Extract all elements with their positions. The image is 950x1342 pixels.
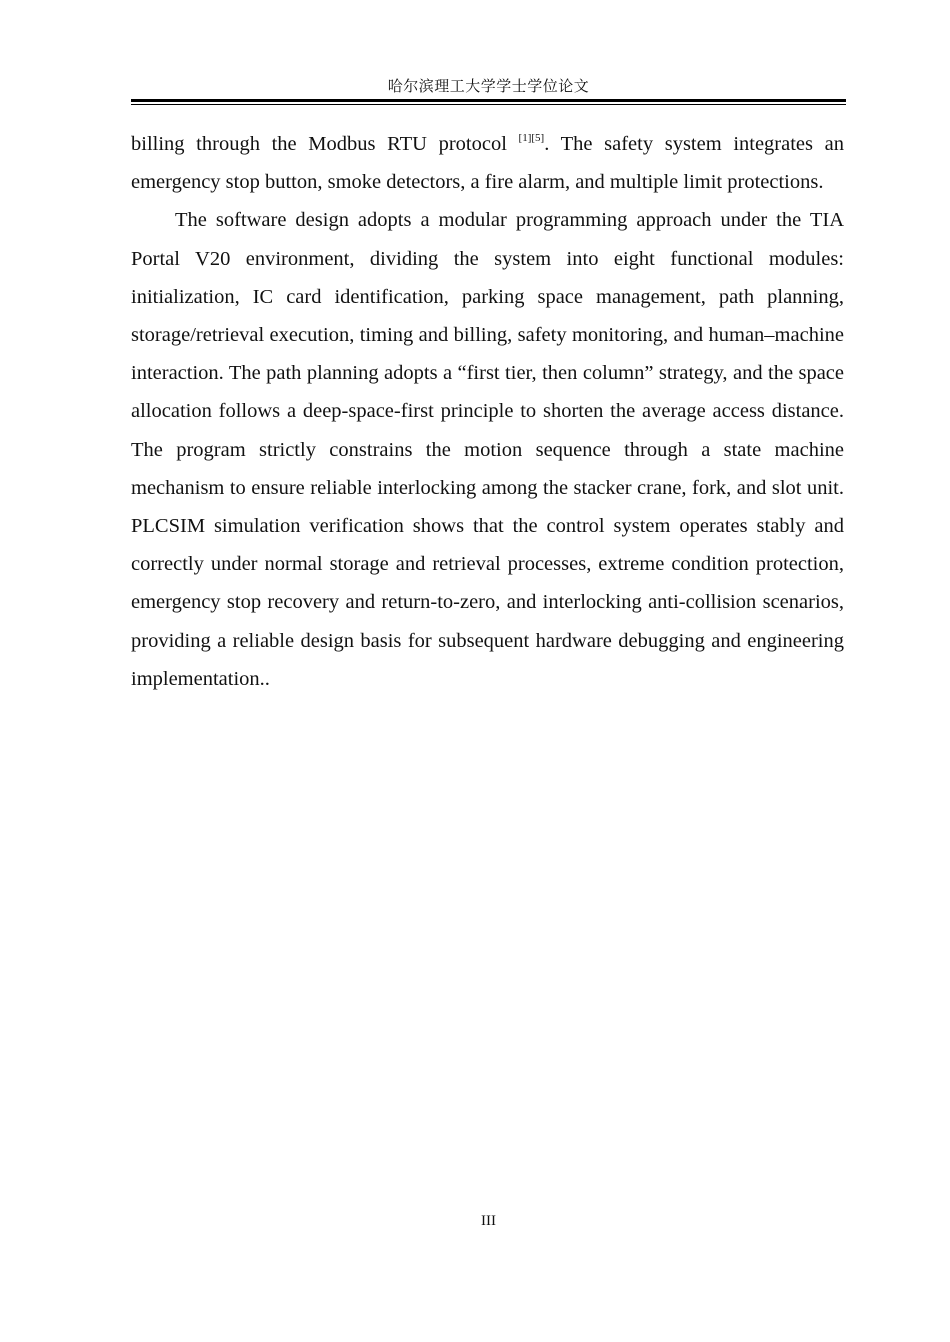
page-number: III (481, 1213, 496, 1229)
header-rule-thin (131, 104, 846, 105)
document-body (131, 125, 844, 698)
page-header-title: 哈尔滨理工大学学士学位论文 (387, 79, 590, 95)
paragraph-software-design: The software design adopts a modular programming approach under the TIA Portal V20 environment, dividing the system into eight functional modules: initialization, IC card identification, parking space management, path planning, storage/retrieval execution, timing and billing, safety monitoring, and human–machine interaction. The path planning adopts a “first tier, then column” strategy, and the space allocation follows a deep-space-first principle to shorten the average access distance. The program strictly constrains the motion sequence through a state machine mechanism to ensure reliable interlocking among the stacker crane, fork, and slot unit. PLCSIM simulation verification shows that the control system operates stably and correctly under normal storage and retrieval processes, extreme condition protection, emergency stop recovery and return-to-zero, and interlocking anti-collision scenarios, providing a reliable design basis for subsequent hardware debugging and engineering implementation.. (131, 209, 844, 690)
header-rule-thick (131, 99, 846, 102)
citation-reference: [1][5] (518, 132, 545, 144)
paragraph-continued (131, 125, 844, 201)
paragraph-text-before-citation: billing through the Modbus RTU protocol (131, 133, 519, 155)
paragraph-text-after-citation: . The safety system integrates an emergency stop button, smoke detectors, a fire alarm, and multiple limit protections. (131, 133, 845, 194)
